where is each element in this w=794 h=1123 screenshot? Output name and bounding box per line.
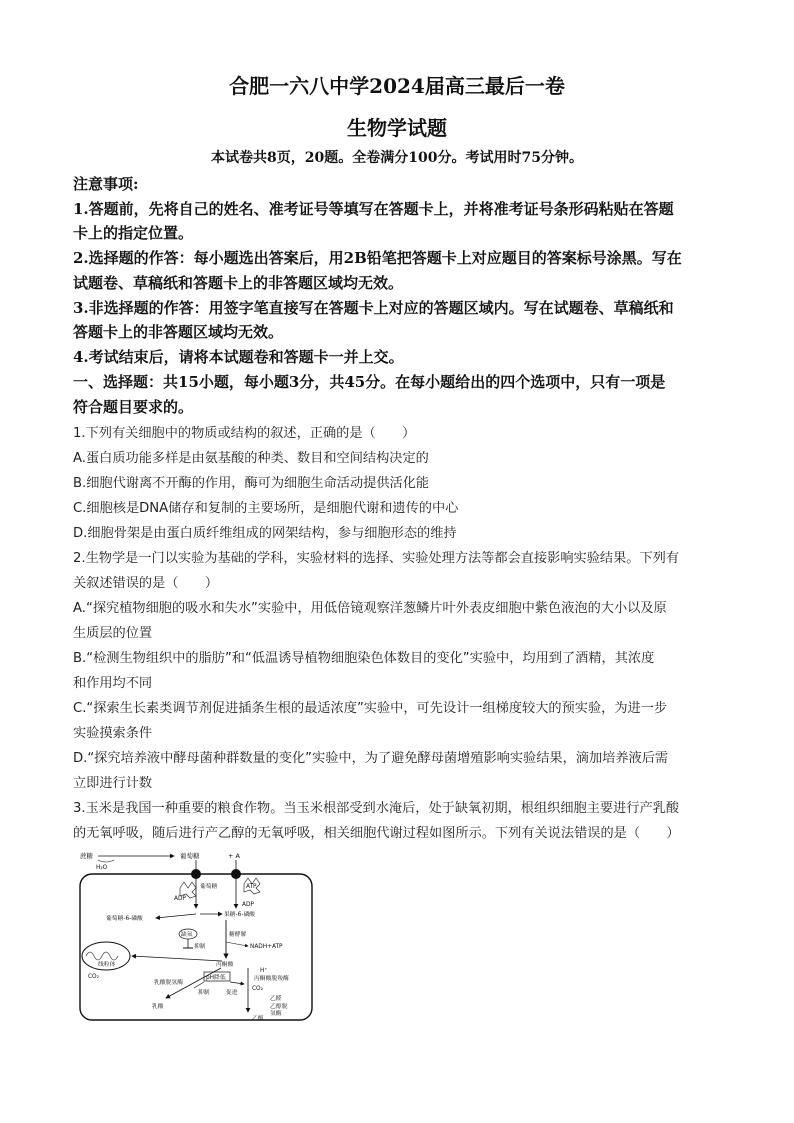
label-oxygen-deficit: 缺氧 [181, 932, 193, 938]
label-glucose-out: 葡萄糖 [180, 852, 200, 860]
label-adh-1: 乙醇脱 [270, 1004, 288, 1010]
question-1-option-c: C.细胞核是DNA储存和复制的主要场所，是细胞代谢和遗传的中心 [73, 501, 459, 516]
question-2-option-b: 和作用均不同 [73, 676, 153, 691]
label-glycolysis: 糖酵解 [229, 932, 247, 938]
label-glucose-in: 葡萄糖 [200, 884, 218, 890]
question-2-option-d: D.“探究培养液中酵母菌种群数量的变化”实验中，为了避免酵母菌增殖影响实验结果，滴加培养液后需 [73, 751, 669, 766]
question-1-option-b: B.细胞代谢离不开酶的作用，酶可为细胞生命活动提供活化能 [73, 476, 430, 491]
section-heading: 一、选择题：共15小题，每小题3分，共45分。在每小题给出的四个选项中，只有一项是 [73, 373, 666, 391]
note-line: 卡上的指定位置。 [73, 224, 194, 242]
note-line: 答题卡上的非答题区域均无效。 [73, 323, 284, 341]
label-inhibit-1: 抑制 [194, 944, 206, 950]
note-line: 3.非选择题的作答：用签字笔直接写在答题卡上对应的答题区域内。写在试题卷、草稿纸和 [73, 299, 674, 317]
label-acetaldehyde: 乙醛 [270, 996, 282, 1002]
label-ldh: 乳酸脱氢酶 [154, 980, 183, 986]
label-ethanol: 乙醇 [252, 1016, 264, 1022]
label-ph-drop: pH降低 [206, 975, 226, 981]
label-lactate: 乳酸 [152, 1004, 164, 1010]
label-h2o: H₂O [96, 865, 108, 871]
label-co2-right: CO₂ [252, 986, 263, 992]
label-adp-1: ADP [174, 896, 186, 902]
label-sucrose: 蔗糖 [80, 852, 93, 860]
label-co2-left: CO₂ [88, 974, 99, 980]
question-2-stem: 2.生物学是一门以实验为基础的学科，实验材料的选择、实验处理方法等都会直接影响实验结果。下列有 [73, 551, 680, 566]
question-3-stem: 的无氧呼吸，随后进行产乙醇的无氧呼吸，相关细胞代谢过程如图所示。下列有关说法错误的是（ ） [73, 826, 680, 841]
notes-heading: 注意事项: [73, 175, 139, 193]
label-atp: ATP [246, 884, 257, 890]
label-promote: 促进 [226, 990, 238, 996]
exam-info: 本试卷共8页，20题。全卷满分100分。考试用时75分钟。 [211, 150, 583, 166]
note-line: 4.考试结束后，请将本试题卷和答题卡一并上交。 [73, 348, 404, 366]
question-1-option-a: A.蛋白质功能多样是由氨基酸的种类、数目和空间结构决定的 [73, 451, 429, 466]
exam-title: 合肥一六八中学2024届高三最后一卷 [229, 74, 565, 98]
note-line: 1.答题前，先将自己的姓名、准考证号等填写在答题卡上，并将准考证号条形码粘贴在答题 [73, 200, 674, 218]
question-1-option-d: D.细胞骨架是由蛋白质纤维组成的网架结构，参与细胞形态的维持 [73, 526, 457, 541]
label-mitochondria: 线粒体 [98, 962, 116, 968]
label-g6p: 葡萄糖-6-磷酸 [106, 916, 143, 922]
label-inhibit-2: 抑制 [198, 990, 210, 996]
question-2-option-d: 立即进行计数 [73, 776, 153, 791]
question-2-option-a: 生质层的位置 [73, 626, 153, 641]
label-pdc: 丙酮酸脱羧酶 [254, 976, 289, 982]
section-heading: 符合题目要求的。 [73, 398, 194, 416]
metabolism-diagram [76, 848, 316, 1023]
label-f6p: 果糖-6-磷酸 [224, 912, 256, 918]
label-pyruvate: 丙酮酸 [216, 962, 234, 968]
label-adh-2: 氢酶 [270, 1011, 282, 1017]
note-line: 2.选择题的作答：每小题选出答案后，用2B铅笔把答题卡上对应题目的答案标号涂黑。写在 [73, 249, 682, 267]
question-1-stem: 1.下列有关细胞中的物质或结构的叙述，正确的是（ ） [73, 426, 416, 441]
question-2-stem: 关叙述错误的是（ ） [73, 576, 219, 591]
label-hplus: H⁺ [260, 968, 268, 974]
subject-title: 生物学试题 [347, 116, 447, 140]
label-nadh-atp: NADH+ATP [250, 944, 283, 950]
label-adp-2: ADP [242, 902, 254, 908]
label-plus-a: + A [228, 852, 240, 860]
question-2-option-c: 实验摸索条件 [73, 726, 153, 741]
question-2-option-c: C.“探索生长素类调节剂促进插条生根的最适浓度”实验中，可先设计一组梯度较大的预实验，为进一步 [73, 701, 668, 716]
question-2-option-a: A.“探究植物细胞的吸水和失水”实验中，用低倍镜观察洋葱鳞片叶外表皮细胞中紫色液泡的大小以及原 [73, 601, 667, 616]
question-3-stem: 3.玉米是我国一种重要的粮食作物。当玉米根部受到水淹后，处于缺氧初期，根组织细胞主要进行产乳酸 [73, 801, 680, 816]
note-line: 试题卷、草稿纸和答题卡上的非答题区域均无效。 [73, 274, 404, 292]
question-2-option-b: B.“检测生物组织中的脂肪”和“低温诱导植物细胞染色体数目的变化”实验中，均用到了酒精，其浓度 [73, 651, 655, 666]
